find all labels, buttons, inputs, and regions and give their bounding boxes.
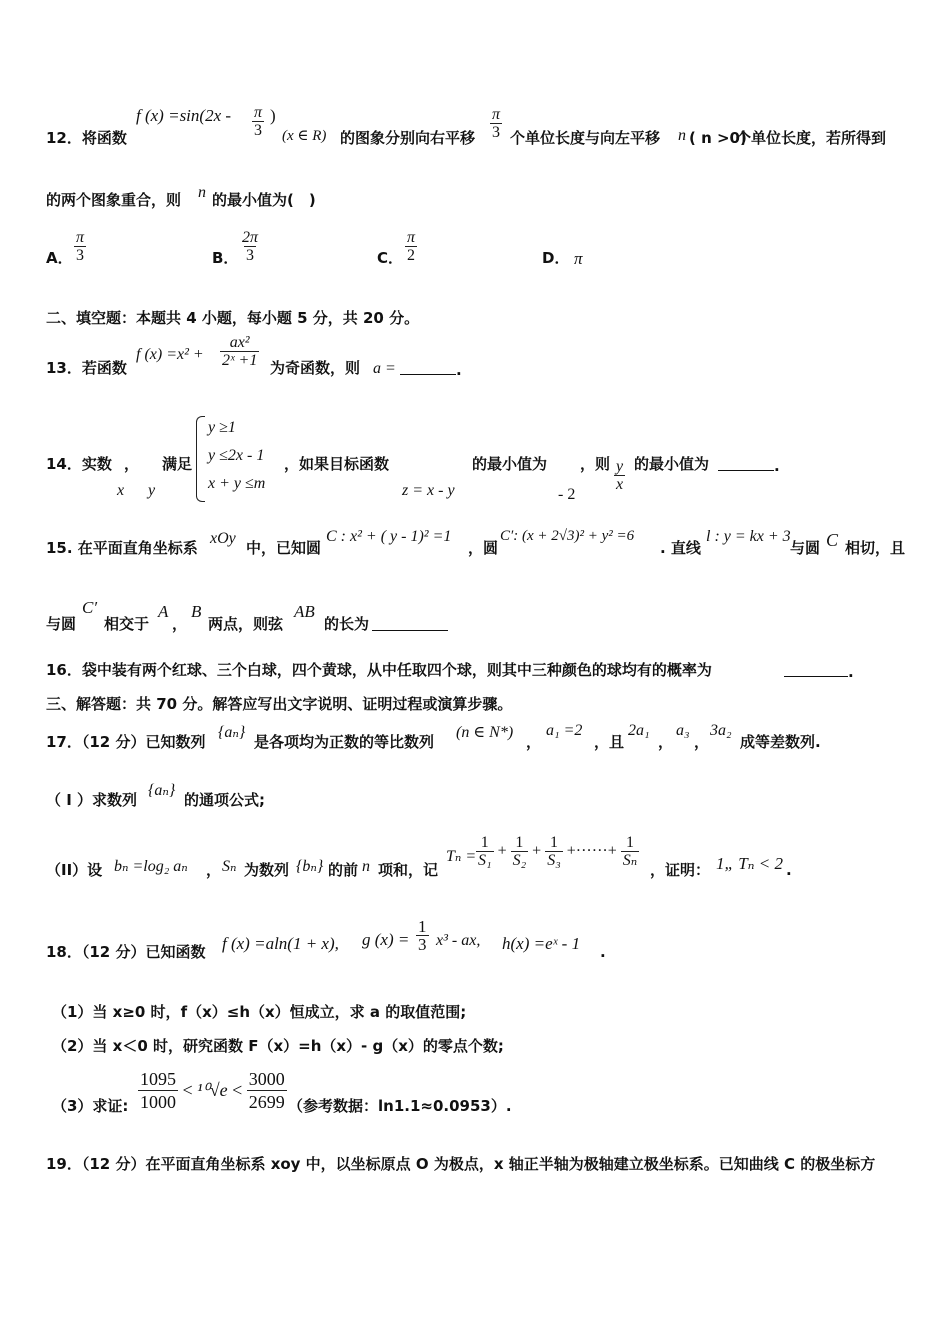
q14-comma: ， [124,455,140,473]
q18-h: h(x) =eˣ - 1 [502,934,581,953]
q15-text2: ，圆 [468,539,499,557]
q18-label: 18．（12 分）已知函数 [46,943,206,961]
q15-point-a: A [158,602,169,621]
q16-text: 16．袋中装有两个红球、三个白球，四个黄球，从中任取四个球，则其中三种颜色的球均有的概率为 [46,661,712,679]
q14-y: y [148,482,156,499]
q12-domain: (x ∈ R) [282,128,327,144]
q14-constraint-1: y ≥1 [208,419,236,436]
q12-line1 [46,112,127,152]
q15-line2c: 两点，则弦 [208,615,284,633]
q17-text3: 成等差数列. [740,733,821,751]
q15-text3: . 直线 [660,539,701,557]
q18-one-third: $\frac{1}{3}$ [418,917,427,954]
q15-c: C [826,530,839,550]
q17-text2: ，且 [594,733,625,751]
q17-tn: Tₙ = [446,848,477,865]
q13-label: 13．若函数 [46,359,127,377]
q15-ab: AB [294,602,315,621]
q12-shift-right: $\frac{\pi}{3}$ [492,106,501,141]
q19-text: 19．（12 分）在平面直角坐标系 xoy 中，以坐标原点 O 为极点，x 轴正半轴为极轴建立极坐标系。已知曲线 C 的极坐标方 [46,1155,876,1173]
q18-part3b: （参考数据：ln1.1≈0.0953）. [288,1097,512,1115]
q12-option-c: C． [377,249,404,267]
q17-part2b: ， [206,861,222,879]
q15-text1: 中，已知圆 [246,539,322,557]
q15-c-prime: C′ [82,598,98,617]
q15-line-l: l : y = kx + 3 [706,528,791,545]
q15-text5: 相切，且 [845,539,906,557]
q15-circle-c-prime: C′: (x + 2√3)² + y² =6 [500,528,635,544]
q17-sn: Sₙ [222,858,237,875]
q14-x: x [117,482,125,499]
q17-part1-an: {aₙ} [148,782,176,799]
q15-blank [372,616,448,635]
q14-ratio: $\frac{y}{x}$ [616,458,624,493]
q13-text: 为奇函数，则 [270,359,361,377]
q17-comma1: ， [526,733,542,751]
q14-satisfy: 满足 [162,455,193,473]
q12-n-cond: ( n >0) [689,129,747,147]
q18-part1: （1）当 x≥0 时，f（x）≤h（x）恒成立，求 a 的取值范围; [52,1003,467,1021]
q15-line2b: 相交于 [104,615,150,633]
q12-pi-over-3: $\frac{\pi}{3}$ [254,104,263,139]
q17-term-2: a₃ [676,722,690,739]
q14-constraint-3: x + y ≤m [208,475,266,492]
q17-text1: 是各项均为正数的等比数列 [254,733,435,751]
q17-term-s2: $\frac{1}{\text{S₂}}$ [512,834,527,869]
q18-g-rest: x³ - ax, [436,932,481,949]
q18-period: . [600,943,606,961]
q14-objective: z = x - y [402,482,455,499]
q13-blank: . [400,360,462,379]
q14-text2: 的最小值为 [472,455,548,473]
q15-point-b: B [191,602,202,621]
q17-sum: $\frac{1}{\text{S₁}}$ + $\frac{1}{\text{S₂}}$ + $\frac{1}{\text{S₃}}$ +······+ $\frac{1}{\text{Sₙ}}$ [478,834,638,869]
q17-comma3: ， [694,733,710,751]
q12-option-b: B． [212,249,239,267]
section-2-heading: 二、填空题：本题共 4 小题，每小题 5 分，共 20 分。 [46,309,420,327]
q17-part2a: （II）设 [46,861,103,879]
q18-part3a: （3）求证: [52,1097,129,1115]
q12-func-close: ) [270,106,276,125]
q17-part1a: （ I ）求数列 [46,791,138,809]
q12-label: 12．将函数 [46,129,127,147]
q17-an: {aₙ} [218,724,246,741]
q14-min-value: - 2 [558,486,576,503]
q18-f: f (x) =aln(1 + x), [222,934,339,953]
q14-text3: ，则 [580,455,611,473]
q18-part3-inequality: $\frac{1095}{1000}$ < ¹⁰√e < $\frac{3000}{2699}$ [140,1069,285,1112]
q17-part2f: ，证明： [650,861,711,879]
q12-text3: 个单位长度，若所得到 [736,129,887,147]
q18-part2: （2）当 x＜0 时，研究函数 F（x）=h（x）- g（x）的零点个数; [52,1037,504,1055]
q15-line2a: 与圆 [46,615,77,633]
q15-text4: 与圆 [790,539,821,557]
q12-option-b-value: $\frac{2\pi}{3}$ [242,229,259,264]
q17-part1b: 的通项公式; [184,791,265,809]
q13-fraction: $\frac{\text{ax²}}{\text{2ˣ +1}}$ [222,334,258,369]
q17-part2e: 项和，记 [378,861,439,879]
q14-text1: ，如果目标函数 [284,455,390,473]
q14-constraints [208,414,265,498]
q17-comma2: ， [658,733,674,751]
q12-option-d-value: π [574,249,583,268]
q12-line2a: 的两个图象重合，则 [46,191,182,209]
q12-n2: n [198,184,206,201]
section-3-heading: 三、解答题：共 70 分。解答应写出文字说明、证明过程或演算步骤。 [46,695,513,713]
q15-comma: ， [172,615,188,633]
q12-text2: 个单位长度与向左平移 [510,129,661,147]
q16-blank: . [784,662,854,681]
q15-label: 15. 在平面直角坐标系 [46,539,198,557]
q14-label: 14．实数 [46,455,112,473]
q17-term-s1: $\frac{1}{\text{S₁}}$ [478,834,492,869]
q15-line2d: 的长为 [324,615,370,633]
q17-n: n [362,858,370,875]
q12-option-c-value: $\frac{\pi}{2}$ [407,229,416,264]
q13-lhs: f (x) =x² + [136,346,204,363]
q17-part2d: 的前 [328,861,359,879]
q17-inequality: 1„ Tₙ < 2 [716,854,784,873]
q14-blank: . [718,456,780,475]
q12-line2b: 的最小值为( ) [212,191,316,209]
q12-option-d: D． [542,249,570,267]
q13-a: a = [373,360,396,377]
q14-brace [196,416,205,502]
q12-text1: 的图象分别向右平移 [340,129,476,147]
q17-term-s3: $\frac{1}{\text{S₃}}$ [547,834,561,869]
q14-text4: 的最小值为 [634,455,710,473]
q14-constraint-2: y ≤2x - 1 [208,447,265,464]
q17-label: 17．（12 分）已知数列 [46,733,206,751]
q18-tenth-root-e: ¹⁰√e [197,1080,228,1100]
q17-part2c: 为数列 [244,861,290,879]
q12-option-a: A． [46,249,73,267]
q17-period: . [786,861,792,879]
q17-a1: a₁ =2 [546,722,583,739]
q12-n: n [678,127,686,144]
q15-circle-c: C : x² + ( y - 1)² =1 [326,528,452,545]
q17-bn: bₙ =log₂ aₙ [114,858,188,875]
q12-option-a-value: $\frac{\pi}{3}$ [76,229,85,264]
q17-n-domain: (n ∈ N*) [456,724,514,741]
q12-function: f (x) =sin(2x - [136,106,232,125]
q18-g: g (x) = [362,930,410,949]
q17-term-sn: $\frac{1}{\text{Sₙ}}$ [622,834,638,869]
q17-term-1: 2a₁ [628,722,650,739]
q15-xoy: xOy [210,530,236,547]
q17-bn-set: {bₙ} [296,858,324,875]
q17-term-3: 3a₂ [710,722,732,739]
